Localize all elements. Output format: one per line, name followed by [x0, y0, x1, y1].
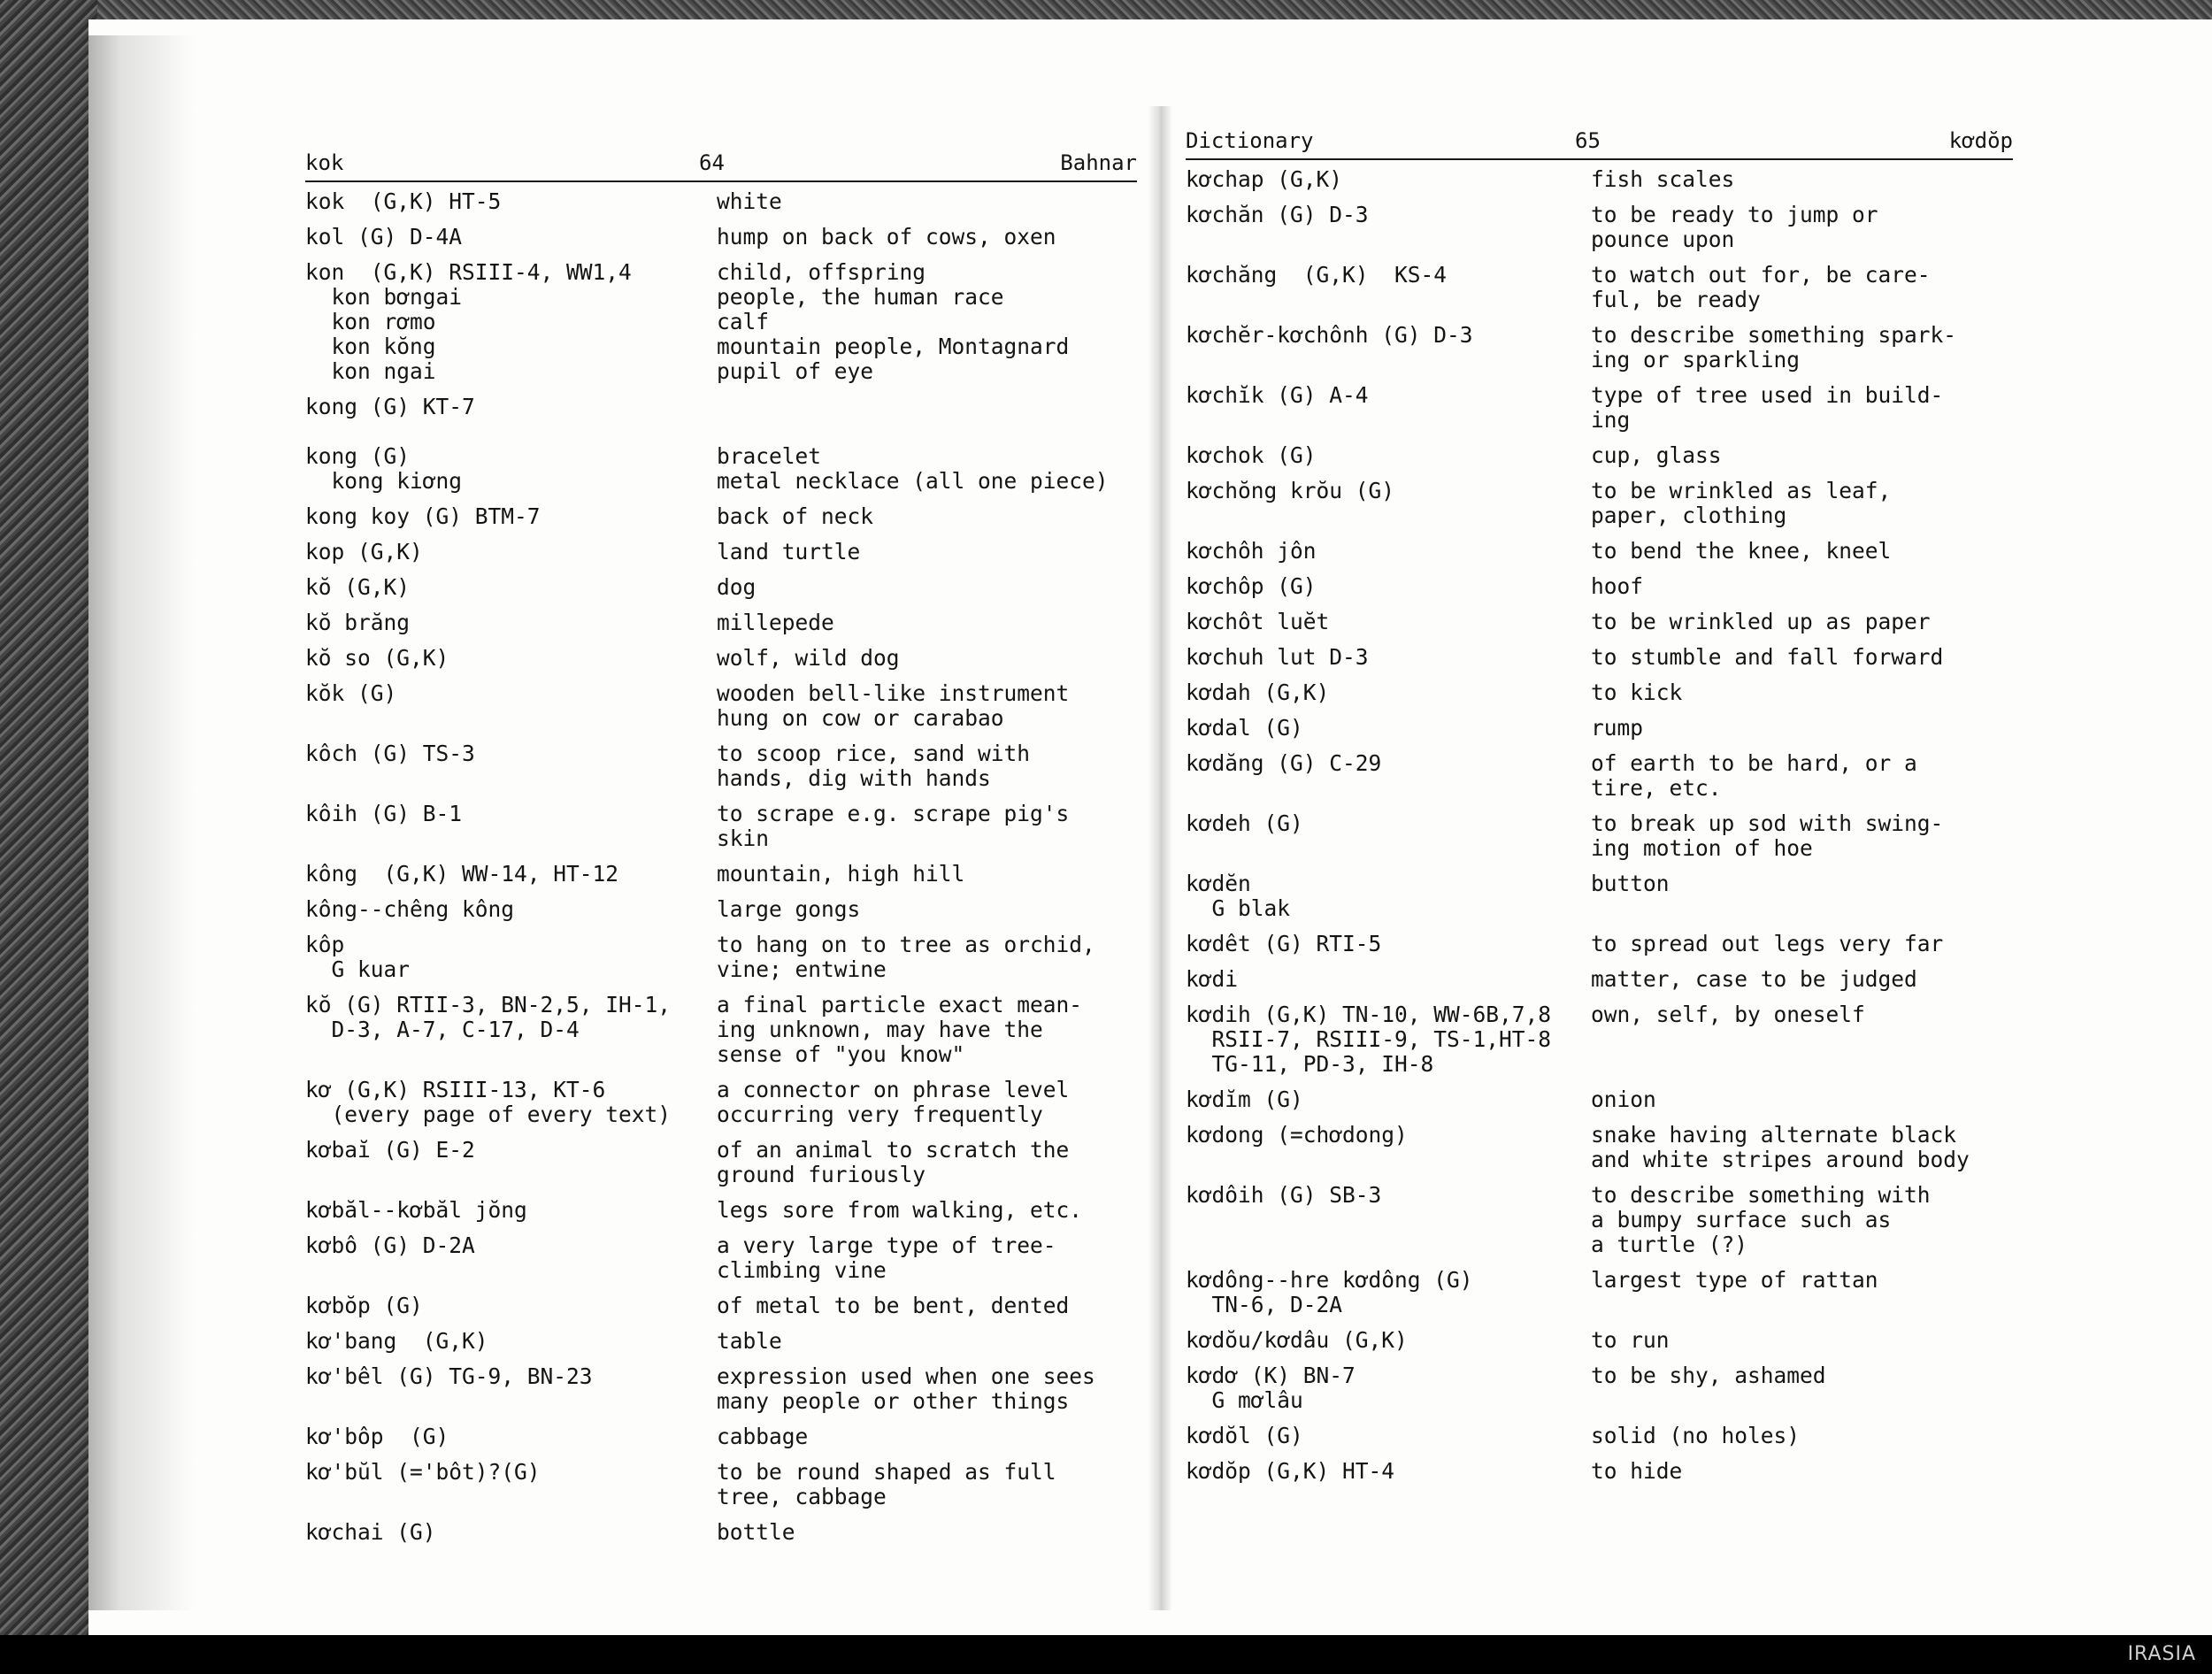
dictionary-entry	[1186, 751, 2013, 801]
entry-definition: wolf, wild dog	[717, 645, 900, 671]
dictionary-entry	[1186, 1183, 2013, 1257]
right-running-title: Dictionary	[1186, 128, 1314, 153]
left-page-number: 64	[699, 150, 725, 175]
entry-headword: kơchap (G,K)	[1186, 166, 1343, 192]
left-entry-list	[305, 189, 1137, 1545]
entry-headword: kơ'bêl (G) TG-9, BN-23	[305, 1363, 593, 1389]
dictionary-entry	[305, 993, 1137, 1067]
dictionary-entry	[305, 741, 1137, 791]
dictionary-entry	[305, 225, 1137, 250]
entry-headword: kong koy (G) BTM-7	[305, 503, 541, 529]
entry-headword: kol (G) D-4A	[305, 224, 463, 250]
entry-headword: kơchăng (G,K) KS-4	[1186, 262, 1448, 288]
entry-headword: kơchôh jôn	[1186, 538, 1317, 564]
entry-definition	[717, 395, 1137, 419]
entry-headword: kơ'bang (G,K)	[305, 1328, 488, 1354]
entry-definition: of metal to be bent, dented	[717, 1293, 1070, 1318]
entry-definition: a final particle exact mean- ing unknown, may have the sense of "you know"	[717, 992, 1083, 1067]
entry-headword: kơdơ (K) BN-7 G mơlâu	[1186, 1363, 1356, 1413]
page-edge-shadow	[88, 35, 195, 1610]
entry-headword: kơdêt (G) RTI-5	[1186, 931, 1382, 956]
entry-headword: kơbaĭ (G) E-2	[305, 1137, 475, 1163]
entry-headword: kơ (G,K) RSIII-13, KT-6 (every page of every text)	[305, 1077, 672, 1127]
entry-definition: dog	[717, 574, 757, 600]
entry-headword: kơdôih (G) SB-3	[1186, 1182, 1382, 1208]
entry-headword: kok (G,K) HT-5	[305, 188, 502, 214]
dictionary-entry	[305, 1424, 1137, 1449]
entry-headword: kơchôt luĕt	[1186, 609, 1330, 634]
entry-headword: kơdih (G,K) TN-10, WW-6B,7,8 RSII-7, RSIII-9, TS-1,HT-8 TG-11, PD-3, IH-8	[1186, 1002, 1552, 1077]
dictionary-entry	[305, 802, 1137, 851]
dictionary-entry	[1186, 716, 2013, 741]
entry-headword: kon (G,K) RSIII-4, WW1,4 kon bơngai kon rơmo kon kŏng kon ngai	[305, 259, 632, 384]
entry-headword: kơ'bŭl (='bôt)?(G)	[305, 1459, 541, 1485]
entry-definition: to be ready to jump or pounce upon	[1591, 202, 1878, 252]
entry-definition: to be round shaped as full tree, cabbage	[717, 1459, 1056, 1509]
entry-definition: expression used when one sees many people or other things	[717, 1363, 1095, 1414]
entry-headword: kơbô (G) D-2A	[305, 1232, 475, 1258]
dictionary-entry	[305, 444, 1137, 494]
entry-definition: bracelet metal necklace (all one piece)	[717, 443, 1109, 494]
entry-headword: kơchăn (G) D-3	[1186, 202, 1369, 227]
right-page-number: 65	[1575, 128, 1601, 153]
entry-definition: child, offspring people, the human race calf mountain people, Montagnard pupil of eye	[717, 259, 1070, 384]
entry-headword: kơbŏp (G)	[305, 1293, 423, 1318]
entry-definition: of an animal to scratch the ground furiously	[717, 1137, 1070, 1187]
entry-definition: to scrape e.g. scrape pig's skin	[717, 801, 1070, 851]
entry-headword: kơdŏp (G,K) HT-4	[1186, 1458, 1395, 1484]
dictionary-entry	[305, 1138, 1137, 1187]
dictionary-entry	[1186, 383, 2013, 433]
dictionary-entry	[305, 189, 1137, 214]
entry-headword: kơchĕr-kơchônh (G) D-3	[1186, 322, 1473, 348]
dictionary-entry	[1186, 1328, 2013, 1353]
entry-headword: kơdal (G)	[1186, 715, 1303, 741]
dictionary-entry	[305, 933, 1137, 982]
entry-definition: to stumble and fall forward	[1591, 644, 1944, 670]
dictionary-entry	[305, 260, 1137, 384]
entry-headword: kơdeh (G)	[1186, 810, 1303, 836]
entry-headword: kơdŏl (G)	[1186, 1423, 1303, 1448]
dictionary-entry	[1186, 1363, 2013, 1413]
entry-definition: to hide	[1591, 1458, 1683, 1484]
entry-definition: bottle	[717, 1519, 795, 1545]
entry-definition: type of tree used in build- ing	[1591, 382, 1944, 433]
entry-definition: back of neck	[717, 503, 874, 529]
dictionary-entry	[305, 610, 1137, 635]
entry-headword: kông (G,K) WW-14, HT-12	[305, 861, 619, 887]
dictionary-entry	[305, 862, 1137, 887]
dictionary-entry	[305, 897, 1137, 922]
entry-headword: kơdông--hre kơdông (G) TN-6, D-2A	[1186, 1267, 1473, 1317]
entry-definition: largest type of rattan	[1591, 1267, 1878, 1293]
entry-headword: kôp G kuar	[305, 932, 411, 982]
dictionary-entry	[1186, 645, 2013, 670]
dictionary-entry	[305, 1460, 1137, 1509]
dictionary-entry	[1186, 1424, 2013, 1448]
entry-definition: to hang on to tree as orchid, vine; entwine	[717, 932, 1095, 982]
dictionary-entry	[305, 395, 1137, 419]
dictionary-entry	[305, 1233, 1137, 1283]
entry-definition: cabbage	[717, 1424, 809, 1449]
dictionary-entry	[1186, 443, 2013, 468]
entry-definition: solid (no holes)	[1591, 1423, 1801, 1448]
entry-headword: kơdah (G,K)	[1186, 680, 1330, 705]
dictionary-entry	[1186, 967, 2013, 992]
dictionary-entry	[1186, 167, 2013, 192]
entry-headword: kong (G) KT-7	[305, 394, 475, 419]
entry-headword: kop (G,K)	[305, 539, 423, 564]
entry-definition: button	[1591, 871, 1670, 896]
entry-definition: large gongs	[717, 896, 861, 922]
dictionary-entry	[1186, 1002, 2013, 1077]
entry-definition: to be wrinkled as leaf, paper, clothing	[1591, 478, 1892, 528]
entry-definition: to bend the knee, kneel	[1591, 538, 1892, 564]
dictionary-entry	[1186, 1087, 2013, 1112]
entry-headword: kơchôp (G)	[1186, 573, 1317, 599]
entry-definition: to run	[1591, 1327, 1670, 1353]
entry-headword: kơdong (=chơdong)	[1186, 1122, 1408, 1148]
entry-headword: kŏ so (G,K)	[305, 645, 449, 671]
scan-background-left	[0, 0, 97, 1674]
dictionary-entry	[1186, 1268, 2013, 1317]
entry-definition: a connector on phrase level occurring very frequently	[717, 1077, 1070, 1127]
dictionary-entry	[305, 1078, 1137, 1127]
dictionary-entry	[305, 504, 1137, 529]
watermark: IRASIA	[2127, 1643, 2196, 1665]
entry-headword: kơdăng (G) C-29	[1186, 750, 1382, 776]
entry-headword: kŏ brăng	[305, 610, 411, 635]
entry-definition: to scoop rice, sand with hands, dig with hands	[717, 741, 1031, 791]
entry-definition: hoof	[1591, 573, 1644, 599]
entry-definition: fish scales	[1591, 166, 1735, 192]
entry-headword: kôih (G) B-1	[305, 801, 463, 826]
dictionary-entry	[305, 1364, 1137, 1414]
entry-headword: kong (G) kong kiơng	[305, 443, 463, 494]
right-guide-word: kơdŏp	[1948, 128, 2013, 153]
entry-headword: kŏk (G)	[305, 680, 397, 706]
dictionary-entry	[305, 1294, 1137, 1318]
dictionary-entry	[1186, 932, 2013, 956]
entry-definition: wooden bell-like instrument hung on cow or carabao	[717, 680, 1070, 731]
entry-definition: onion	[1591, 1087, 1656, 1112]
left-guide-word: kok	[305, 150, 344, 175]
entry-headword: kŏ (G,K)	[305, 574, 411, 600]
entry-definition: a very large type of tree- climbing vine	[717, 1232, 1056, 1283]
entry-definition: to watch out for, be care- ful, be ready	[1591, 262, 1931, 312]
entry-definition: own, self, by oneself	[1591, 1002, 1865, 1027]
left-running-title: Bahnar	[1060, 150, 1137, 175]
entry-headword: kông--chêng kông	[305, 896, 515, 922]
dictionary-entry	[1186, 610, 2013, 634]
entry-definition: mountain, high hill	[717, 861, 965, 887]
dictionary-entry	[1186, 323, 2013, 372]
entry-definition: to be shy, ashamed	[1591, 1363, 1826, 1388]
dictionary-entry	[305, 1198, 1137, 1223]
entry-definition: millepede	[717, 610, 834, 635]
dictionary-entry	[305, 1329, 1137, 1354]
right-page-header	[1186, 119, 2013, 160]
entry-headword: kơchĭk (G) A-4	[1186, 382, 1369, 408]
dictionary-entry	[305, 575, 1137, 600]
left-page-header	[305, 142, 1137, 182]
dictionary-entry	[305, 1520, 1137, 1545]
dictionary-entry	[1186, 479, 2013, 528]
entry-definition: legs sore from walking, etc.	[717, 1197, 1083, 1223]
entry-headword: kôch (G) TS-3	[305, 741, 475, 766]
dictionary-entry	[1186, 539, 2013, 564]
dictionary-entry	[305, 646, 1137, 671]
entry-definition: white	[717, 188, 782, 214]
left-page	[305, 142, 1137, 1555]
right-entry-list	[1186, 167, 2013, 1484]
entry-definition: to describe something spark- ing or sparkling	[1591, 322, 1957, 372]
dictionary-entry	[1186, 203, 2013, 252]
entry-headword: kơdi	[1186, 966, 1239, 992]
dictionary-entry	[1186, 263, 2013, 312]
entry-headword: kơchai (G)	[305, 1519, 436, 1545]
entry-headword: kơdĭm (G)	[1186, 1087, 1303, 1112]
entry-headword: kơchok (G)	[1186, 442, 1317, 468]
dictionary-entry	[305, 681, 1137, 731]
scan-bottom-bar	[0, 1635, 2212, 1674]
entry-definition: to be wrinkled up as paper	[1591, 609, 1931, 634]
entry-definition: to kick	[1591, 680, 1683, 705]
entry-headword: kơchŏng krŏu (G)	[1186, 478, 1395, 503]
entry-definition: table	[717, 1328, 782, 1354]
dictionary-entry	[1186, 811, 2013, 861]
dictionary-entry	[1186, 680, 2013, 705]
entry-headword: kơbăl--kơbăl jŏng	[305, 1197, 527, 1223]
entry-headword: kơdĕn G blak	[1186, 871, 1291, 921]
dictionary-entry	[1186, 1459, 2013, 1484]
entry-definition: cup, glass	[1591, 442, 1722, 468]
entry-definition: of earth to be hard, or a tire, etc.	[1591, 750, 1917, 801]
entry-definition: to break up sod with swing- ing motion of hoe	[1591, 810, 1944, 861]
right-page	[1186, 119, 2013, 1494]
dictionary-entry	[1186, 1123, 2013, 1172]
dictionary-entry	[305, 540, 1137, 564]
entry-headword: kŏ (G) RTII-3, BN-2,5, IH-1, D-3, A-7, C-17, D-4	[305, 992, 672, 1042]
book-gutter	[1148, 106, 1172, 1610]
entry-definition: land turtle	[717, 539, 861, 564]
entry-definition: rump	[1591, 715, 1644, 741]
entry-definition: to describe something with a bumpy surface such as a turtle (?)	[1591, 1182, 1931, 1257]
entry-definition: to spread out legs very far	[1591, 931, 1944, 956]
dictionary-entry	[1186, 574, 2013, 599]
entry-headword: kơdŏu/kơdâu (G,K)	[1186, 1327, 1408, 1353]
entry-definition: snake having alternate black and white stripes around body	[1591, 1122, 1970, 1172]
entry-headword: kơ'bôp (G)	[305, 1424, 449, 1449]
entry-definition: hump on back of cows, oxen	[717, 224, 1056, 250]
entry-definition: matter, case to be judged	[1591, 966, 1917, 992]
dictionary-entry	[1186, 872, 2013, 921]
entry-headword: kơchuh lut D-3	[1186, 644, 1369, 670]
